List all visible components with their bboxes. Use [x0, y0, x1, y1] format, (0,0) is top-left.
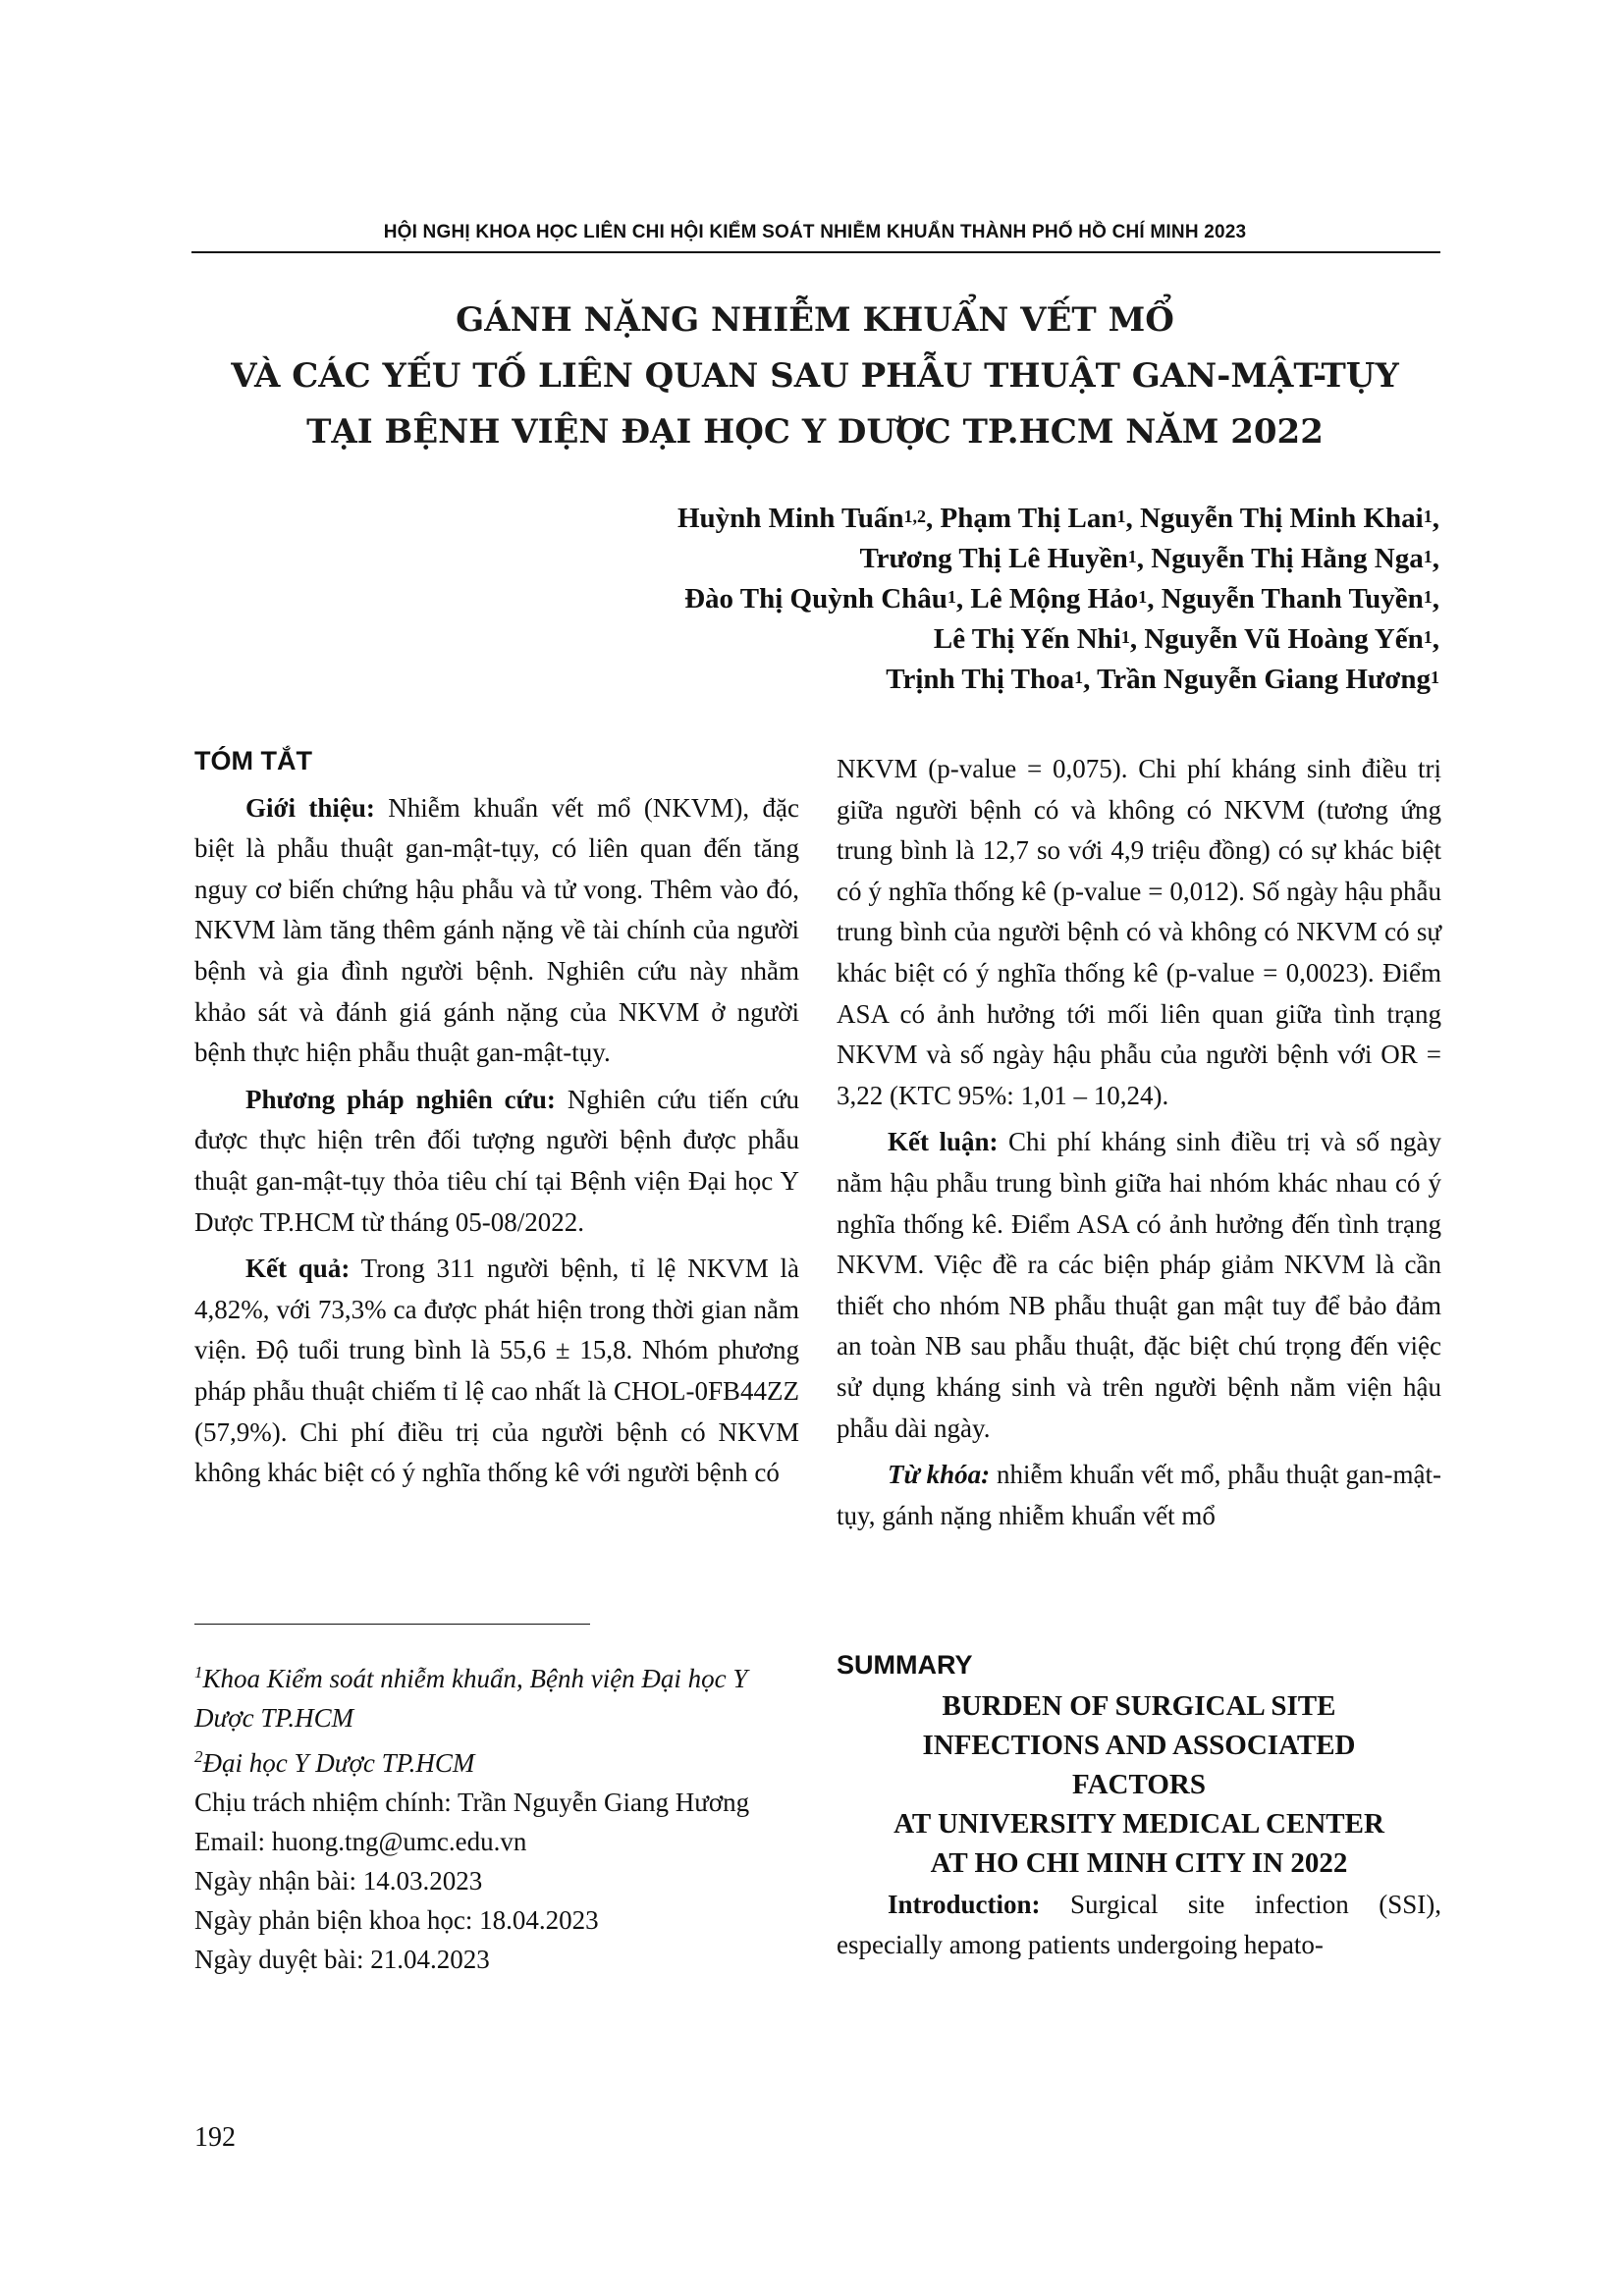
date-received: Ngày nhận bài: 14.03.2023	[194, 1866, 483, 1896]
methods-paragraph	[194, 1080, 799, 1243]
author-affiliation: 1	[1116, 507, 1126, 526]
affiliation-1-mark: 1	[194, 1663, 203, 1682]
author-affiliation: 1	[1431, 667, 1439, 687]
author-name: Trịnh Thị Thoa	[886, 664, 1075, 695]
author-affiliation: 1	[1120, 627, 1130, 647]
summary-section	[837, 1645, 1441, 1972]
author-affiliation: 1	[1423, 507, 1433, 526]
affiliation-1	[194, 1653, 799, 1737]
affiliation-2-text: Đại học Y Dược TP.HCM	[202, 1748, 475, 1778]
results-label: Kết quả:	[245, 1254, 351, 1284]
abstract-heading: TÓM TẮT	[194, 746, 312, 775]
author-affiliation: 1	[1423, 587, 1433, 607]
left-column	[194, 741, 799, 1500]
title-line-3: TẠI BỆNH VIỆN ĐẠI HỌC Y DƯỢC TP.HCM NĂM 2022	[306, 412, 1324, 452]
results-paragraph	[194, 1249, 799, 1494]
author-affiliation: 1	[1423, 627, 1433, 647]
author-name: Nguyễn Vũ Hoàng Yến	[1144, 623, 1424, 655]
methods-text: Nghiên cứu tiến cứu được thực hiện trên đối tượng người bệnh được phẫu thuật gan-mật-tụy thỏa tiêu chí tại Bệnh viện Đại học Y Dược TP.HCM từ tháng 05-08/2022.	[194, 1084, 799, 1237]
author-name: Nguyễn Thanh Tuyền	[1161, 583, 1424, 614]
author-name: Lê Mộng Hảo	[970, 583, 1139, 614]
author-separator: ,	[1083, 664, 1098, 695]
conclusion-label: Kết luận:	[888, 1127, 999, 1157]
author-affiliation: 1,2	[903, 507, 926, 526]
results-continued: NKVM (p-value = 0,075). Chi phí kháng sinh điều trị giữa người bệnh có và không có NKVM (tương ứng trung bình là 12,7 so với 4,9 triệu đồng) có sự khác biệt có ý nghĩa thống kê (p-value = 0,012). Số ngày hậu phẫu trung bình của người bệnh có và không có NKVM có sự khác biệt có ý nghĩa thống kê (p-value = 0,0023). Điểm ASA có ảnh hưởng tới mối liên quan giữa tình trạng NKVM và số ngày hậu phẫu của người bệnh với OR = 3,22 (KTC 95%: 1,01 – 10,24).	[837, 754, 1441, 1110]
author-separator: ,	[955, 583, 971, 614]
page-number: 192	[194, 2122, 236, 2153]
author-separator: ,	[1432, 503, 1439, 534]
keywords-text: nhiễm khuẩn vết mổ, phẫu thuật gan-mật-tụy, gánh nặng nhiễm khuẩn vết mổ	[837, 1460, 1441, 1530]
author-separator: ,	[1147, 583, 1162, 614]
author-line	[458, 499, 1439, 539]
author-separator: ,	[1125, 503, 1140, 534]
conclusion-paragraph	[837, 1122, 1441, 1449]
author-name: Lê Thị Yến Nhi	[933, 623, 1121, 655]
results-text: Trong 311 người bệnh, tỉ lệ NKVM là 4,82%, với 73,3% ca được phát hiện trong thời gian nằm viện. Độ tuổi trung bình là 55,6 ± 15,8. Nhóm phương pháp phẫu thuật chiếm tỉ lệ cao nhất là CHOL-0FB44ZZ (57,9%). Chi phí điều trị của người bệnh có NKVM không khác biệt có ý nghĩa thống kê với người bệnh có	[194, 1254, 800, 1488]
author-affiliation: 1	[1423, 547, 1433, 566]
author-line	[458, 619, 1439, 660]
author-separator: ,	[1432, 543, 1439, 574]
summary-title-line-5: AT HO CHI MINH CITY IN 2022	[930, 1846, 1348, 1879]
right-column	[837, 749, 1441, 1542]
author-line	[458, 539, 1439, 579]
conclusion-text: Chi phí kháng sinh điều trị và số ngày nằm hậu phẫu trung bình giữa hai nhóm khác nhau có ý nghĩa thống kê. Điểm ASA có ảnh hưởng đến tình trạng NKVM. Việc đề ra các biện pháp giảm NKVM là cần thiết cho nhóm NB phẫu thuật gan mật tuy để bảo đảm an toàn NB sau phẫu thuật, đặc biệt chú trọng đến việc sử dụng kháng sinh và trên người bệnh nằm viện hậu phẫu dài ngày.	[837, 1127, 1441, 1443]
summary-title-line-3: FACTORS	[1072, 1768, 1206, 1800]
author-separator: ,	[1136, 543, 1152, 574]
author-separator: ,	[1432, 583, 1439, 614]
affiliation-2-mark: 2	[194, 1747, 203, 1766]
date-accepted: Ngày duyệt bài: 21.04.2023	[194, 1945, 490, 1974]
footnote-rule	[194, 1624, 590, 1625]
methods-label: Phương pháp nghiên cứu:	[245, 1084, 556, 1114]
keywords-label: Từ khóa:	[888, 1460, 991, 1490]
summary-heading: SUMMARY	[837, 1650, 973, 1680]
author-line	[458, 579, 1439, 619]
intro-label: Giới thiệu:	[245, 792, 375, 823]
corresponding-author: Chịu trách nhiệm chính: Trần Nguyễn Giang Hương	[194, 1788, 750, 1817]
affiliation-1-text: Khoa Kiểm soát nhiễm khuẩn, Bệnh viện Đại học Y Dược TP.HCM	[194, 1664, 748, 1733]
author-name: Đào Thị Quỳnh Châu	[684, 583, 947, 614]
author-list	[458, 499, 1439, 700]
author-name: Phạm Thị Lan	[940, 503, 1117, 534]
footnotes	[194, 1653, 799, 1979]
author-name: Nguyễn Thị Hằng Nga	[1151, 543, 1424, 574]
email: Email: huong.tng@umc.edu.vn	[194, 1827, 527, 1856]
summary-intro-label: Introduction:	[888, 1889, 1041, 1919]
author-name: Trần Nguyễn Giang Hương	[1097, 664, 1431, 695]
intro-text: Nhiễm khuẩn vết mổ (NKVM), đặc biệt là phẫu thuật gan-mật-tụy, có liên quan đến tăng nguy cơ biến chứng hậu phẫu và tử vong. Thêm vào đó, NKVM làm tăng thêm gánh nặng về tài chính của người bệnh và gia đình người bệnh. Nghiên cứu này nhằm khảo sát và đánh giá gánh nặng của NKVM ở người bệnh thực hiện phẫu thuật gan-mật-tụy.	[194, 792, 799, 1068]
summary-title	[837, 1686, 1441, 1883]
article-title	[191, 293, 1438, 460]
title-line-2: VÀ CÁC YẾU TỐ LIÊN QUAN SAU PHẪU THUẬT GAN-MẬT-TỤY	[231, 356, 1399, 396]
title-line-1: GÁNH NẶNG NHIỄM KHUẨN VẾT MỔ	[456, 300, 1174, 340]
author-name: Huỳnh Minh Tuấn	[677, 503, 904, 534]
summary-intro-text: Surgical site infection (SSI), especially among patients undergoing hepato-	[837, 1889, 1441, 1960]
summary-title-line-4: AT UNIVERSITY MEDICAL CENTER	[893, 1807, 1384, 1840]
header-rule	[191, 251, 1440, 253]
intro-paragraph	[194, 788, 799, 1074]
author-separator: ,	[1432, 623, 1439, 655]
summary-intro-paragraph	[837, 1885, 1441, 1966]
affiliation-2	[194, 1737, 799, 1783]
author-separator: ,	[1129, 623, 1145, 655]
date-reviewed: Ngày phản biện khoa học: 18.04.2023	[194, 1905, 599, 1935]
author-affiliation: 1	[947, 587, 956, 607]
keywords-paragraph	[837, 1455, 1441, 1536]
running-header: HỘI NGHỊ KHOA HỌC LIÊN CHI HỘI KIỂM SOÁT NHIỄM KHUẨN THÀNH PHỐ HỒ CHÍ MINH 2023	[383, 222, 1247, 242]
author-line	[458, 660, 1439, 700]
summary-title-line-1: BURDEN OF SURGICAL SITE	[942, 1689, 1336, 1722]
author-affiliation: 1	[1127, 547, 1137, 566]
author-separator: ,	[926, 503, 941, 534]
author-name: Nguyễn Thị Minh Khai	[1139, 503, 1424, 534]
author-affiliation: 1	[1074, 667, 1084, 687]
summary-title-line-2: INFECTIONS AND ASSOCIATED	[922, 1729, 1356, 1761]
author-name: Trương Thị Lê Huyền	[859, 543, 1128, 574]
author-affiliation: 1	[1138, 587, 1148, 607]
